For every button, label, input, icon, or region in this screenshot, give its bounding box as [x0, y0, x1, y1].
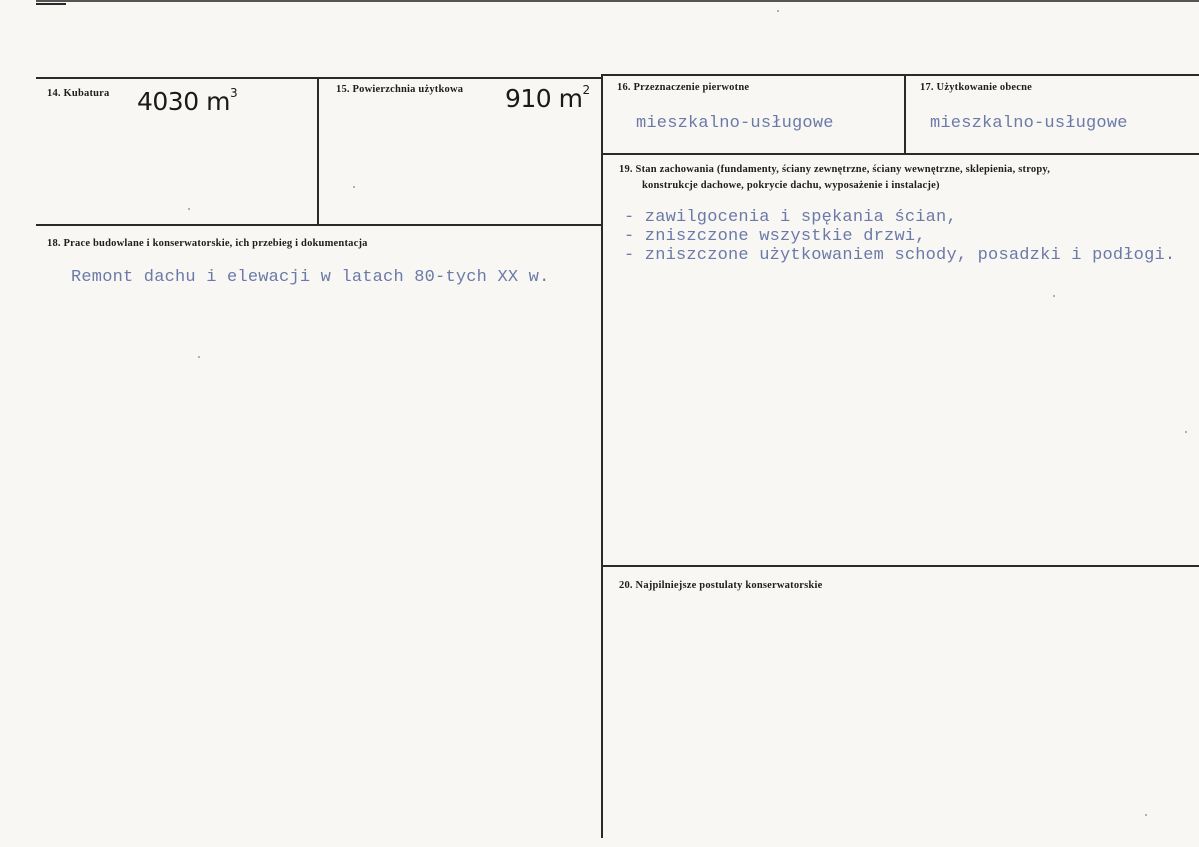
center-divider: [601, 74, 603, 838]
top-border: [36, 0, 1199, 2]
paper-speck: [1145, 814, 1147, 816]
label-powierzchnia: 15. Powierzchnia użytkowa: [336, 84, 464, 95]
list-item: - zniszczone użytkowaniem schody, posadzki i podłogi.: [624, 246, 1176, 265]
rule-between-14-15: [317, 77, 319, 225]
stan-zachowania-list: [624, 208, 1175, 265]
label-kubatura: 14. Kubatura: [47, 88, 110, 99]
label-postulaty: 20. Najpilniejsze postulaty konserwatorskie: [619, 580, 823, 591]
rule-between-16-17: [904, 74, 906, 154]
corner-mark: [36, 3, 66, 5]
kubatura-exponent: 3: [229, 85, 238, 100]
label-stan-zachowania-line2: konstrukcje dachowe, pokrycie dachu, wyposażenie i instalacje): [642, 180, 940, 191]
list-item: - zawilgocenia i spękania ścian,: [624, 208, 957, 227]
paper-speck: [1053, 295, 1055, 297]
kubatura-number: 4030 m: [137, 87, 230, 116]
label-stan-zachowania-line1: 19. Stan zachowania (fundamenty, ściany zewnętrzne, ściany wewnętrzne, sklepienia, stropy,: [619, 164, 1051, 175]
label-uzytkowanie: 17. Użytkowanie obecne: [920, 82, 1033, 93]
rule-above-20: [603, 565, 1199, 567]
powierzchnia-number: 910 m: [505, 84, 583, 113]
rule-under-14-15: [36, 224, 603, 226]
value-uzytkowanie: mieszkalno-usługowe: [930, 114, 1128, 133]
paper-speck: [777, 10, 779, 12]
value-przeznaczenie: mieszkalno-usługowe: [636, 114, 834, 133]
paper-speck: [188, 208, 190, 210]
label-przeznaczenie: 16. Przeznaczenie pierwotne: [617, 82, 750, 93]
paper-speck: [198, 356, 200, 358]
value-powierzchnia: [505, 84, 590, 113]
paper-speck: [353, 186, 355, 188]
value-prace-budowlane: Remont dachu i elewacji w latach 80-tych XX w.: [71, 268, 550, 287]
header-rule-right: [603, 74, 1199, 76]
header-rule-left: [36, 77, 603, 79]
paper-speck: [1185, 431, 1187, 433]
powierzchnia-exponent: 2: [582, 82, 590, 97]
list-item: - zniszczone wszystkie drzwi,: [624, 227, 926, 246]
value-kubatura: [137, 87, 237, 116]
label-prace-budowlane: 18. Prace budowlane i konserwatorskie, ich przebieg i dokumentacja: [47, 238, 368, 249]
rule-under-16-17: [603, 153, 1199, 155]
